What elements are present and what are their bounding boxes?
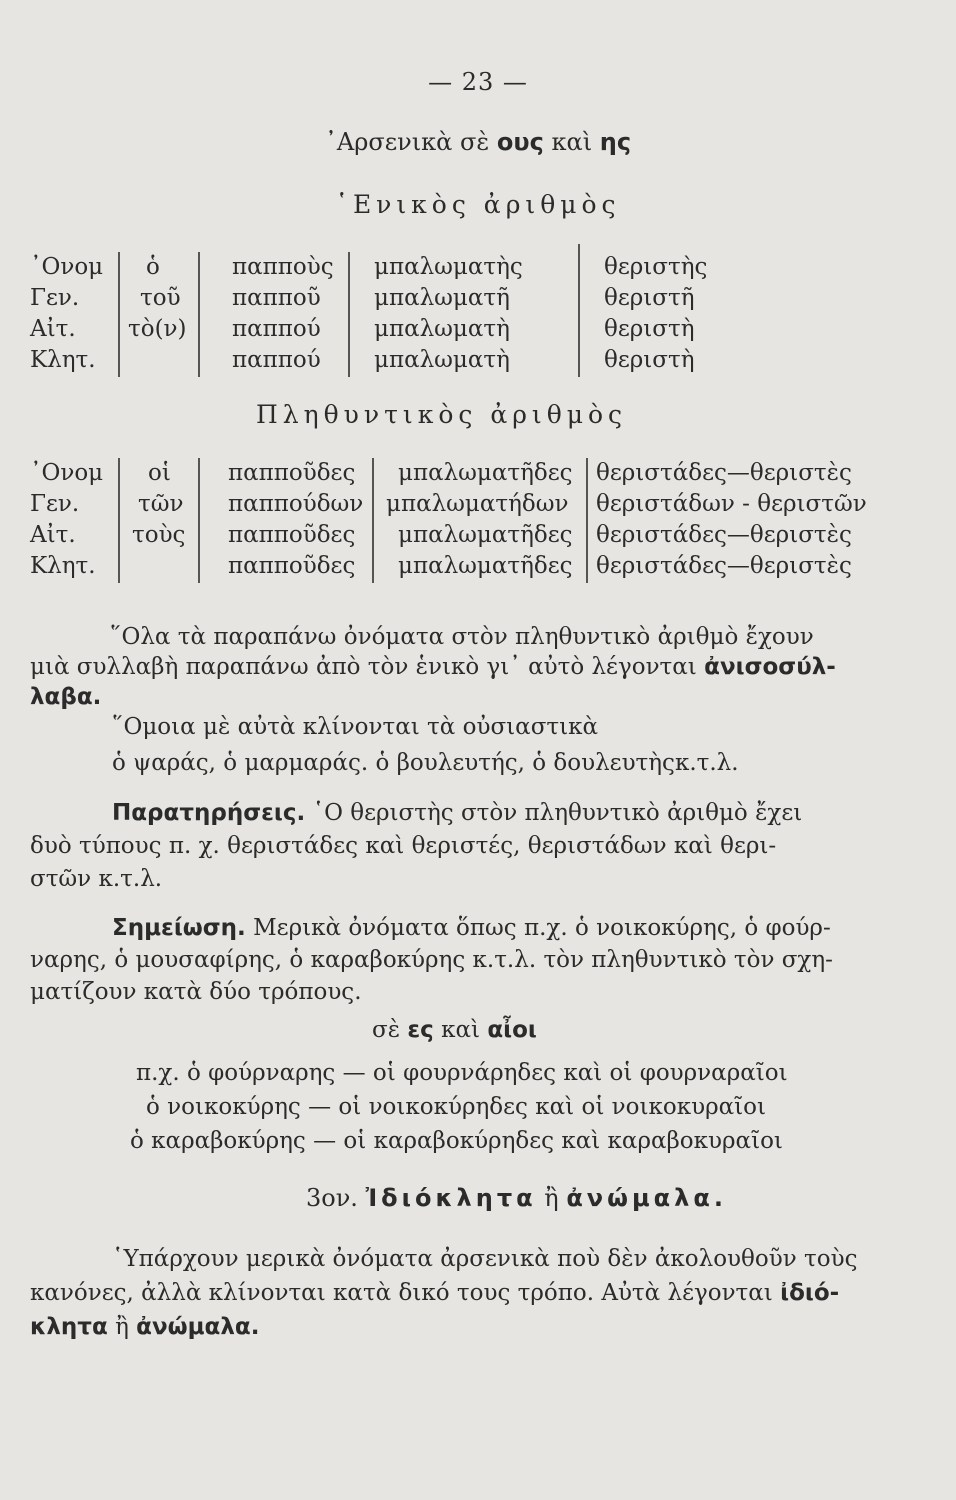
example-line: ὁ νοικοκύρης — οἱ νοικοκύρηδες καὶ οἱ νοικοκυραῖοι [146, 1094, 767, 1120]
table-divider [198, 458, 200, 583]
note-line3: ματίζουν κατὰ δύο τρόπους. [30, 979, 362, 1005]
singular-title: ῾Ενικὸς ἀριθμὸς [335, 190, 621, 219]
table-cell: μπαλωματῆδες [398, 553, 573, 579]
table-cell: ὁ [146, 254, 160, 280]
observations-line3: στῶν κ.τ.λ. [30, 866, 163, 892]
ending-aioi: αἶοι [487, 1017, 537, 1043]
section-heading [0, 128, 956, 156]
note-text: Μερικὰ ὀνόματα ὅπως π.χ. ὁ νοικοκύρης, ὁ φούρ- [253, 915, 831, 941]
table-cell: θεριστῆ [604, 285, 695, 311]
term-anisosyllaba-b: λαβα. [30, 684, 102, 710]
table-cell: παππού [232, 316, 321, 342]
table-cell: θεριστὴ [604, 316, 695, 342]
table-cell: τὸ(ν) [128, 316, 187, 342]
section3-or: ἢ [544, 1184, 559, 1212]
final-line2 [30, 1278, 840, 1308]
final-line2-text: κανόνες, ἀλλὰ κλίνονται κατὰ δικό τους τρόπο. Αὐτὰ λέγονται [30, 1280, 773, 1306]
table-cell: μπαλωματὴ [374, 347, 510, 373]
endings-middle: καὶ [441, 1017, 481, 1043]
table-cell: παππού [232, 347, 321, 373]
table-divider [118, 458, 120, 583]
para2-line1: ῞Ομοια μὲ αὐτὰ κλίνονται τὰ οὐσιαστικὰ [112, 714, 599, 740]
table-divider [578, 244, 580, 377]
heading-ending-ous: ους [496, 128, 544, 156]
table-cell: μπαλωματῆδες [398, 522, 573, 548]
heading-ending-is: ης [599, 128, 632, 156]
example-line: ὁ καραβοκύρης — οἱ καραβοκύρηδες καὶ καραβοκυραῖοι [130, 1128, 783, 1154]
table-cell: παπποῦδες [228, 522, 356, 548]
table-divider [586, 458, 588, 583]
table-cell: θεριστάδες—θεριστὲς [596, 460, 852, 486]
table-cell: τοῦ [140, 285, 181, 311]
table-divider [372, 458, 374, 583]
table-cell: μπαλωματῆδες [398, 460, 573, 486]
note-label: Σημείωση. [112, 915, 246, 941]
term-anisosyllaba-a: ἀνισοσύλ- [704, 654, 836, 680]
table-cell: Αἰτ. [30, 316, 76, 342]
table-cell: Κλητ. [30, 553, 96, 579]
ending-es: ες [407, 1017, 434, 1043]
heading-prefix: ᾿Αρσενικὰ σὲ [324, 128, 490, 156]
table-cell: θεριστάδες—θεριστὲς [596, 522, 852, 548]
table-cell: Γεν. [30, 491, 80, 517]
observations-label: Παρατηρήσεις. [112, 800, 306, 826]
table-cell: μπαλωματῆ [374, 285, 510, 311]
table-divider [198, 252, 200, 377]
section3-term1: Ἰδιόκλητα [365, 1184, 537, 1212]
table-cell: Κλητ. [30, 347, 96, 373]
heading-middle: καὶ [551, 128, 593, 156]
table-cell: οἱ [148, 460, 171, 486]
table-cell: μπαλωματὴς [374, 254, 523, 280]
section3-number: 3ον. [306, 1184, 358, 1212]
example-line: π.χ. ὁ φούρναρης — οἱ φουρνάρηδες καὶ οἱ φουρναραῖοι [136, 1060, 788, 1086]
endings-heading [372, 1017, 537, 1043]
table-cell: ᾿Ονομ [30, 254, 104, 280]
page-number: — 23 — [428, 68, 528, 96]
section3-term2: ἀνώμαλα. [566, 1184, 727, 1212]
para1-line1: ῞Ολα τὰ παραπάνω ὀνόματα στὸν πληθυντικὸ ἀριθμὸ ἔχουν [110, 624, 814, 650]
observations-line2: δυὸ τύπους π. χ. θεριστάδες καὶ θεριστές, θεριστάδων καὶ θερι- [30, 833, 777, 859]
final-or: ἢ [115, 1314, 129, 1340]
table-cell: παπποῦ [232, 285, 321, 311]
plural-title: Πληθυντικὸς ἀριθμὸς [256, 400, 628, 429]
final-line1: ῾Υπάρχουν μερικὰ ὀνόματα ἀρσενικὰ ποὺ δὲν ἀκολουθοῦν τοὺς [112, 1246, 858, 1272]
table-cell: παπποῦδες [228, 460, 356, 486]
note-line1 [112, 913, 852, 943]
table-cell: Αἰτ. [30, 522, 76, 548]
para1-line2 [30, 652, 836, 682]
table-cell: θεριστάδων - θεριστῶν [596, 491, 867, 517]
table-cell: παππούδων [228, 491, 364, 517]
term-anomala: ἀνώμαλα. [136, 1314, 260, 1340]
term-idiokliti-b: κλητα [30, 1314, 108, 1340]
note-line2: ναρης, ὁ μουσαφίρης, ὁ καραβοκύρης κ.τ.λ. τὸν πληθυντικὸ τὸν σχη- [30, 947, 833, 973]
endings-prefix: σὲ [372, 1017, 401, 1043]
table-cell: παπποὺς [232, 254, 334, 280]
table-cell: θεριστὴ [604, 347, 695, 373]
term-idiokliti-a: ἰδιό- [780, 1280, 840, 1306]
table-cell: παπποῦδες [228, 553, 356, 579]
table-cell: θεριστάδες—θεριστὲς [596, 553, 852, 579]
table-cell: ᾿Ονομ [30, 460, 104, 486]
section3-heading [306, 1184, 727, 1212]
table-cell: Γεν. [30, 285, 80, 311]
table-cell: μπαλωματήδων [386, 491, 569, 517]
table-divider [348, 252, 350, 377]
para2-line2: ὁ ψαράς, ὁ μαρμαράς. ὁ βουλευτής, ὁ δουλευτὴςκ.τ.λ. [112, 750, 739, 776]
table-divider [118, 252, 120, 377]
para1-line2-text: μιὰ συλλαβὴ παραπάνω ἀπὸ τὸν ἑνικὸ γι᾿ αὐτὸ λέγονται [30, 654, 697, 680]
observations-line1 [112, 798, 852, 828]
final-line3 [30, 1312, 770, 1342]
table-cell: μπαλωματὴ [374, 316, 510, 342]
observations-text: ῾Ο θεριστὴς στὸν πληθυντικὸ ἀριθμὸ ἔχει [312, 800, 803, 826]
table-cell: τῶν [138, 491, 184, 517]
table-cell: τοὺς [132, 522, 186, 548]
table-cell: θεριστὴς [604, 254, 708, 280]
